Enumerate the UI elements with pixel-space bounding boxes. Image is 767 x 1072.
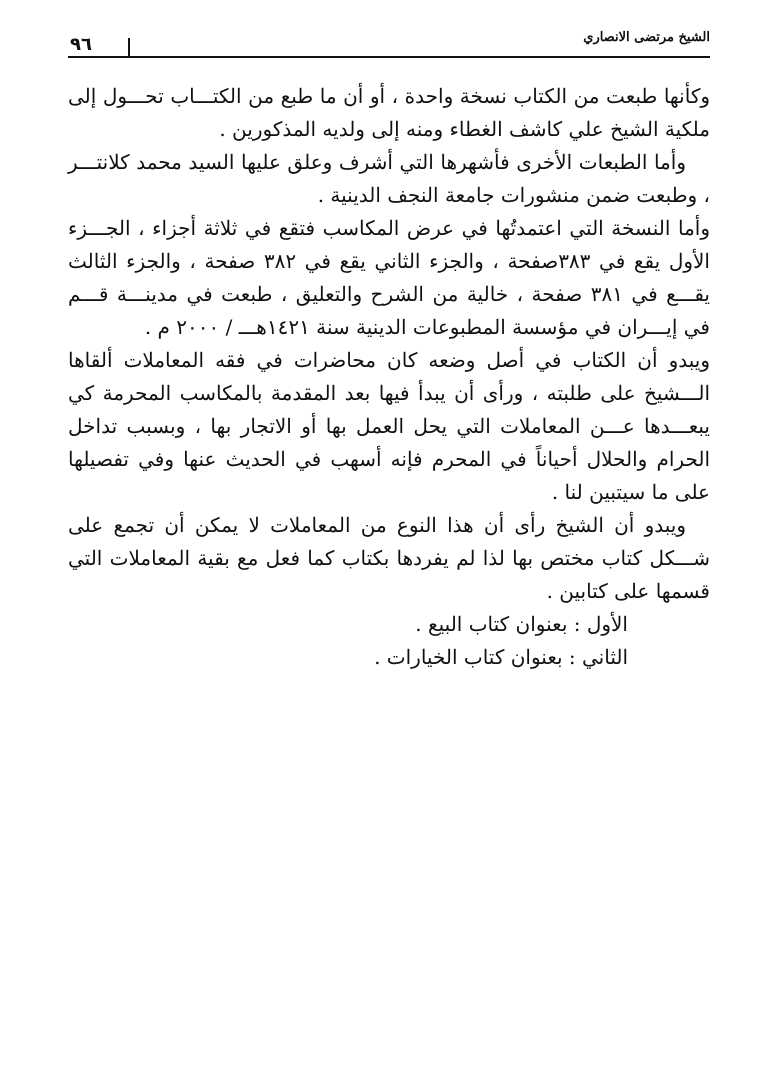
paragraph-5: ويبدو أن الشيخ رأى أن هذا النوع من المعاملات لا يمكن أن تجمع على شـــكل كتاب مختص بها لذا لم يفردها بكتاب كما فعل مع بقية المعاملات التي قسمها على كتابين .	[68, 513, 710, 603]
list-item-first: الأول : بعنوان كتاب البيع .	[415, 612, 628, 636]
list-item-second: الثاني : بعنوان كتاب الخيارات .	[374, 645, 628, 669]
paragraph-2: وأما الطبعات الأخرى فأشهرها التي أشرف وعلق عليها السيد محمد كلانتـــر ، وطبعت ضمن منشورات جامعة النجف الدينية .	[68, 150, 710, 207]
paragraph-4: ويبدو أن الكتاب في أصل وضعه كان محاضرات في فقه المعاملات ألقاها الـــشيخ على طلبته ، ورأى أن يبدأ فيها بعد المقدمة بالمكاسب المحرمة كي يبعـــدها عـــن المعاملات التي يحل العمل بها أو الاتجار بها ، وبسبب تداخل الحرام والحلال أحياناً في المحرم فإنه أسهب في الحديث عنها وفي تفصيلها على ما سيتبين لنا .	[68, 348, 711, 504]
page-number: ٩٦	[70, 34, 92, 55]
page-number-divider	[128, 38, 130, 58]
body-text	[68, 80, 710, 674]
paragraph-1: وكأنها طبعت من الكتاب نسخة واحدة ، أو أن ما طبع من الكتـــاب تحـــول إلى ملكية الشيخ علي كاشف الغطاء ومنه إلى ولديه المذكورين .	[68, 84, 710, 141]
header-title: الشيخ مرتضى الانصاري	[583, 30, 710, 45]
header-rule	[68, 56, 710, 58]
paragraph-3: وأما النسخة التي اعتمدتُها في عرض المكاسب فتقع في ثلاثة أجزاء ، الجـــزء الأول يقع في ٣٨٣صفحة ، والجزء الثاني يقع في ٣٨٢ صفحة ، والجزء الثالث يقـــع في ٣٨١ صفحة ، خالية من الشرح والتعليق ، طبعت في مدينـــة قـــم في إيـــران في مؤسسة المطبوعات الدينية سنة ١٤٢١هـــ / ٢٠٠٠ م .	[68, 216, 711, 339]
running-header	[68, 22, 710, 64]
